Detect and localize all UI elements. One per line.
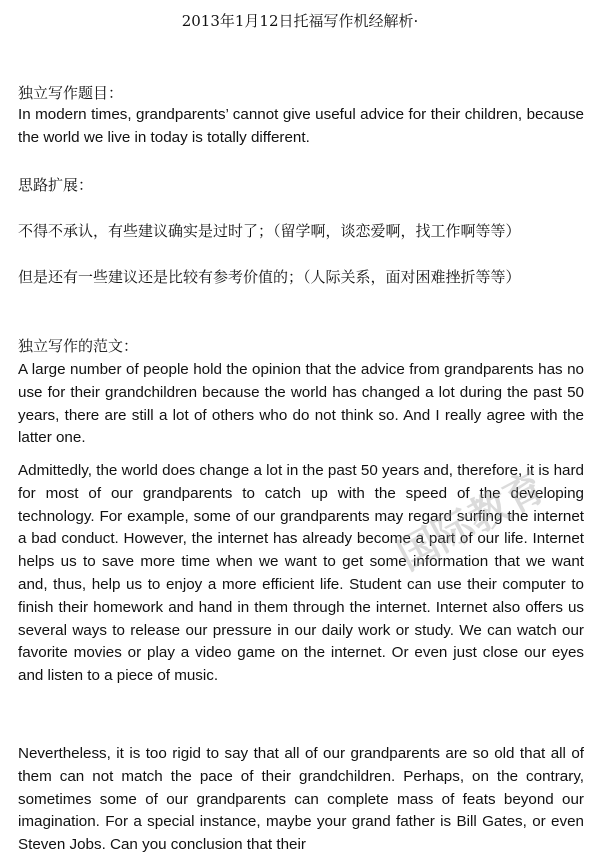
ideas-point-2: 但是还有一些建议还是比较有参考价值的；（人际关系，面对困难挫折等等） [18, 268, 521, 286]
ideas-heading: 思路扩展： [18, 176, 94, 194]
essay-paragraph-1: A large number of people hold the opinion that the advice from grandparents has no use for their grandchildren because the world has changed a lot during the past 50 years, there are still a lot of others who do not think so. And I really agree with the latter one. [18, 361, 584, 447]
task-heading: 独立写作题目： [18, 84, 124, 102]
ideas-point-1: 不得不承认，有些建议确实是过时了；（留学啊，谈恋爱啊，找工作啊等等） [18, 222, 521, 240]
essay-paragraph-3: Nevertheless, it is too rigid to say that all of our grandparents are so old that all of them can not match the pace of their grandchildren. Perhaps, on the contrary, sometimes some of our grandparents can complete mass of feats beyond our imagination. For a special instance, maybe your grand father is Bill Gates, or even Steven Jobs. Can you conclusion that their [18, 745, 584, 854]
page-title: 2013年1月12日托福写作机经解析· [181, 12, 419, 30]
task-text: In modern times, grandparents’ cannot give useful advice for their children, because the world we live in today is totally different. [18, 106, 584, 146]
essay-heading: 独立写作的范文： [18, 337, 139, 355]
essay-paragraph-2: Admittedly, the world does change a lot in the past 50 years and, therefore, it is hard for most of our grandparents to catch up with the speed of the developing technology. For example, some of our grandparents may regard surfing the internet a bad conduct. However, the internet has already become a part of our life. Internet helps us to save more time when we want to get some information that we want and, thus, help us to enjoy a more efficient life. Student can use their computer to finish their homework and hand in them through the internet. Internet also offers us several ways to release our pressure in our daily work or study. We can watch our favorite movies or play a video game on the internet. Or even just close our eyes and listen to a piece of music. [18, 462, 584, 685]
watermark-text: 国际教育 [390, 463, 554, 580]
